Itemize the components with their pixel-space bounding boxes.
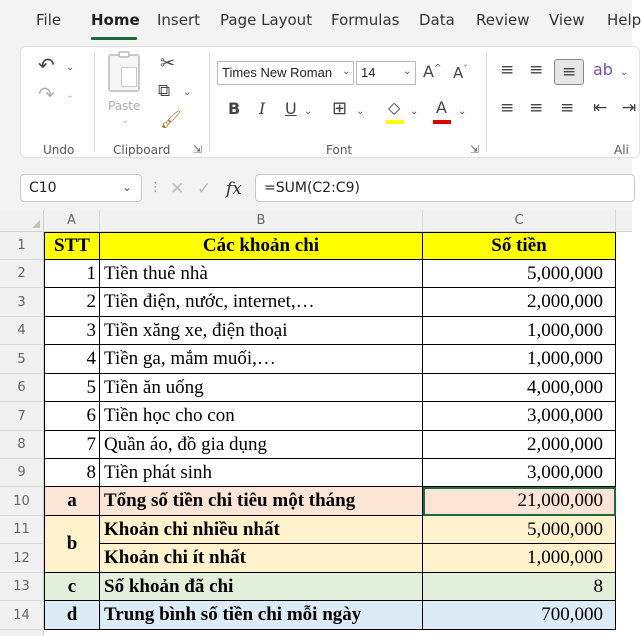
row-header[interactable]: 7 (0, 402, 44, 431)
tab-file[interactable]: File (36, 11, 62, 29)
cell-c7[interactable]: 3,000,000 (423, 402, 616, 431)
format-painter-icon[interactable]: 🖌 (160, 110, 182, 130)
align-center-icon[interactable]: ≡ (529, 98, 544, 118)
cell-b6[interactable]: Tiền ăn uống (100, 374, 423, 402)
decrease-indent-icon[interactable]: ⇤ (593, 98, 608, 118)
font-launcher-icon[interactable]: ⇲ (470, 143, 480, 156)
undo-icon[interactable]: ↶ (38, 53, 55, 77)
row-header[interactable]: 6 (0, 374, 44, 402)
redo-dropdown-icon[interactable]: ⌄ (66, 90, 75, 101)
font-color-bar (433, 120, 451, 124)
font-size-dropdown-icon[interactable]: ⌄ (403, 66, 412, 77)
active-tab-indicator (91, 37, 137, 40)
cell-b1[interactable]: Các khoản chi (100, 233, 423, 260)
cancel-icon[interactable]: ✕ (170, 179, 185, 199)
cell-c1[interactable]: Số tiền (423, 233, 616, 260)
align-right-icon[interactable]: ≡ (560, 98, 575, 118)
fill-color-icon[interactable]: ◇ (388, 98, 401, 117)
tab-help[interactable]: Help (607, 11, 641, 29)
menu-bar (0, 0, 641, 42)
fill-color-dropdown-icon[interactable]: ⌄ (410, 106, 419, 117)
decrease-font-size-icon[interactable]: $A^ˇ$ (453, 64, 468, 82)
font-color-button[interactable]: A (436, 98, 447, 117)
formula-bar (0, 166, 632, 210)
cell-a13[interactable]: c (45, 573, 100, 601)
undo-dropdown-icon[interactable]: ⌄ (66, 62, 75, 73)
cell-c3[interactable]: 2,000,000 (423, 288, 616, 317)
cell-b5[interactable]: Tiền ga, mắm muối,… (100, 345, 423, 374)
cell-b3[interactable]: Tiền điện, nước, internet,… (100, 288, 423, 317)
increase-font-size-icon[interactable]: A^ (423, 62, 442, 81)
clipboard-group-label: Clipboard (113, 143, 171, 157)
cell-c11[interactable]: 5,000,000 (423, 516, 616, 544)
cell-a2[interactable]: 1 (45, 260, 100, 288)
orientation-icon[interactable]: ab (593, 60, 613, 79)
column-header-b[interactable]: B (100, 210, 423, 232)
cell-c13[interactable]: 8 (423, 573, 616, 601)
increase-indent-icon[interactable]: ⇥ (622, 98, 637, 118)
row-header-partial (0, 630, 44, 636)
cell-a7[interactable]: 6 (45, 402, 100, 431)
cell-c9[interactable]: 3,000,000 (423, 459, 616, 487)
cell-b11[interactable]: Khoản chi nhiều nhất (100, 516, 423, 544)
cell-a6[interactable]: 5 (45, 374, 100, 402)
cell-b12[interactable]: Khoản chi ít nhất (100, 544, 423, 573)
row-header[interactable]: 13 (0, 573, 44, 601)
cell-c4[interactable]: 1,000,000 (423, 317, 616, 345)
ribbon (0, 42, 637, 166)
underline-button[interactable]: U (285, 99, 297, 118)
align-bottom-button[interactable]: ≡ (554, 59, 584, 85)
cell-b10[interactable]: Tổng số tiền chi tiêu một tháng (100, 487, 423, 516)
column-header-c[interactable]: C (423, 210, 616, 232)
cell-a3[interactable]: 2 (45, 288, 100, 317)
font-color-dropdown-icon[interactable]: ⌄ (458, 106, 467, 117)
bold-button[interactable]: B (228, 99, 241, 118)
cell-a1[interactable]: STT (45, 233, 100, 260)
group-separator (209, 52, 210, 152)
align-left-icon[interactable]: ≡ (500, 98, 515, 118)
cell-b9[interactable]: Tiền phát sinh (100, 459, 423, 487)
fill-color-bar (386, 120, 404, 124)
tab-formulas[interactable]: Formulas (331, 11, 400, 29)
paste-button[interactable]: Paste (108, 99, 141, 113)
row-header[interactable]: 10 (0, 487, 44, 516)
cell-b8[interactable]: Quần áo, đồ gia dụng (100, 431, 423, 459)
name-box-dropdown-icon[interactable]: ⌄ (122, 180, 133, 194)
tab-home[interactable]: Home (91, 11, 140, 29)
row-header[interactable]: 5 (0, 345, 44, 374)
cell-a8[interactable]: 7 (45, 431, 100, 459)
paste-icon[interactable] (108, 54, 140, 92)
row-header[interactable]: 12 (0, 544, 44, 573)
cell-c14[interactable]: 700,000 (423, 601, 616, 630)
align-middle-icon[interactable]: ≡ (529, 60, 544, 80)
undo-group-label: Undo (43, 143, 75, 157)
formula-input[interactable]: =SUM(C2:C9) (255, 174, 635, 202)
column-header-empty (616, 210, 632, 232)
more-icon: ⋮ (149, 180, 162, 195)
cell-c10-selected[interactable]: 21,000,000 (423, 487, 616, 516)
cell-a14[interactable]: d (45, 601, 100, 630)
row-header[interactable]: 1 (0, 232, 44, 260)
borders-dropdown-icon[interactable]: ⌄ (356, 106, 365, 117)
worksheet-grid (0, 210, 632, 636)
orientation-dropdown-icon[interactable]: ⌄ (620, 67, 629, 78)
clipboard-launcher-icon[interactable]: ⇲ (193, 143, 203, 156)
cell-c6[interactable]: 4,000,000 (423, 374, 616, 402)
select-all-corner[interactable] (0, 210, 44, 232)
tab-review[interactable]: Review (476, 11, 530, 29)
cell-b14[interactable]: Trung bình số tiền chi mỗi ngày (100, 601, 423, 630)
font-name-select[interactable]: Times New Roman (217, 61, 354, 85)
insert-function-icon[interactable]: fx (226, 179, 242, 199)
column-header-a[interactable]: A (44, 210, 100, 232)
cell-c2[interactable]: 5,000,000 (423, 260, 616, 288)
enter-icon[interactable]: ✓ (197, 179, 212, 199)
cell-c5[interactable]: 1,000,000 (423, 345, 616, 374)
row-header[interactable]: 9 (0, 459, 44, 487)
paste-dropdown-icon[interactable]: ⌄ (121, 115, 130, 126)
cell-b13[interactable]: Số khoản đã chi (100, 573, 423, 601)
cell-a11-merged[interactable]: b (45, 516, 100, 573)
cell-b2[interactable]: Tiền thuê nhà (100, 260, 423, 288)
italic-button[interactable]: I (259, 99, 266, 118)
align-top-icon[interactable]: ≡ (500, 60, 515, 80)
cell-b4[interactable]: Tiền xăng xe, điện thoại (100, 317, 423, 345)
tab-data[interactable]: Data (419, 11, 455, 29)
cell-c12[interactable]: 1,000,000 (423, 544, 616, 573)
name-box[interactable]: C10 (20, 174, 142, 202)
font-group-label: Font (326, 143, 353, 157)
row-header[interactable]: 3 (0, 288, 44, 317)
cell-c8[interactable]: 2,000,000 (423, 431, 616, 459)
group-separator (94, 52, 95, 152)
copy-dropdown-icon[interactable]: ⌄ (183, 87, 192, 98)
cell-b7[interactable]: Tiền học cho con (100, 402, 423, 431)
cell-a5[interactable]: 4 (45, 345, 100, 374)
group-separator (486, 52, 487, 152)
row-header[interactable]: 4 (0, 317, 44, 345)
tab-page-layout[interactable]: Page Layout (220, 11, 313, 29)
font-name-dropdown-icon[interactable]: ⌄ (342, 66, 351, 77)
copy-icon[interactable]: ⧉ (158, 81, 171, 101)
alignment-group-label: Ali (614, 143, 629, 157)
borders-icon[interactable]: ⊞ (332, 98, 348, 119)
font-size-select[interactable]: 14 (356, 61, 416, 85)
row-header[interactable]: 8 (0, 431, 44, 459)
row-header[interactable]: 14 (0, 601, 44, 630)
row-header[interactable]: 2 (0, 260, 44, 288)
cut-icon[interactable]: ✂ (160, 53, 176, 74)
tab-insert[interactable]: Insert (157, 11, 201, 29)
cell-a9[interactable]: 8 (45, 459, 100, 487)
redo-icon[interactable]: ↷ (38, 82, 55, 106)
tab-view[interactable]: View (549, 11, 585, 29)
cell-a10[interactable]: a (45, 487, 100, 516)
row-header[interactable]: 11 (0, 516, 44, 544)
underline-dropdown-icon[interactable]: ⌄ (304, 106, 313, 117)
cell-a4[interactable]: 3 (45, 317, 100, 345)
